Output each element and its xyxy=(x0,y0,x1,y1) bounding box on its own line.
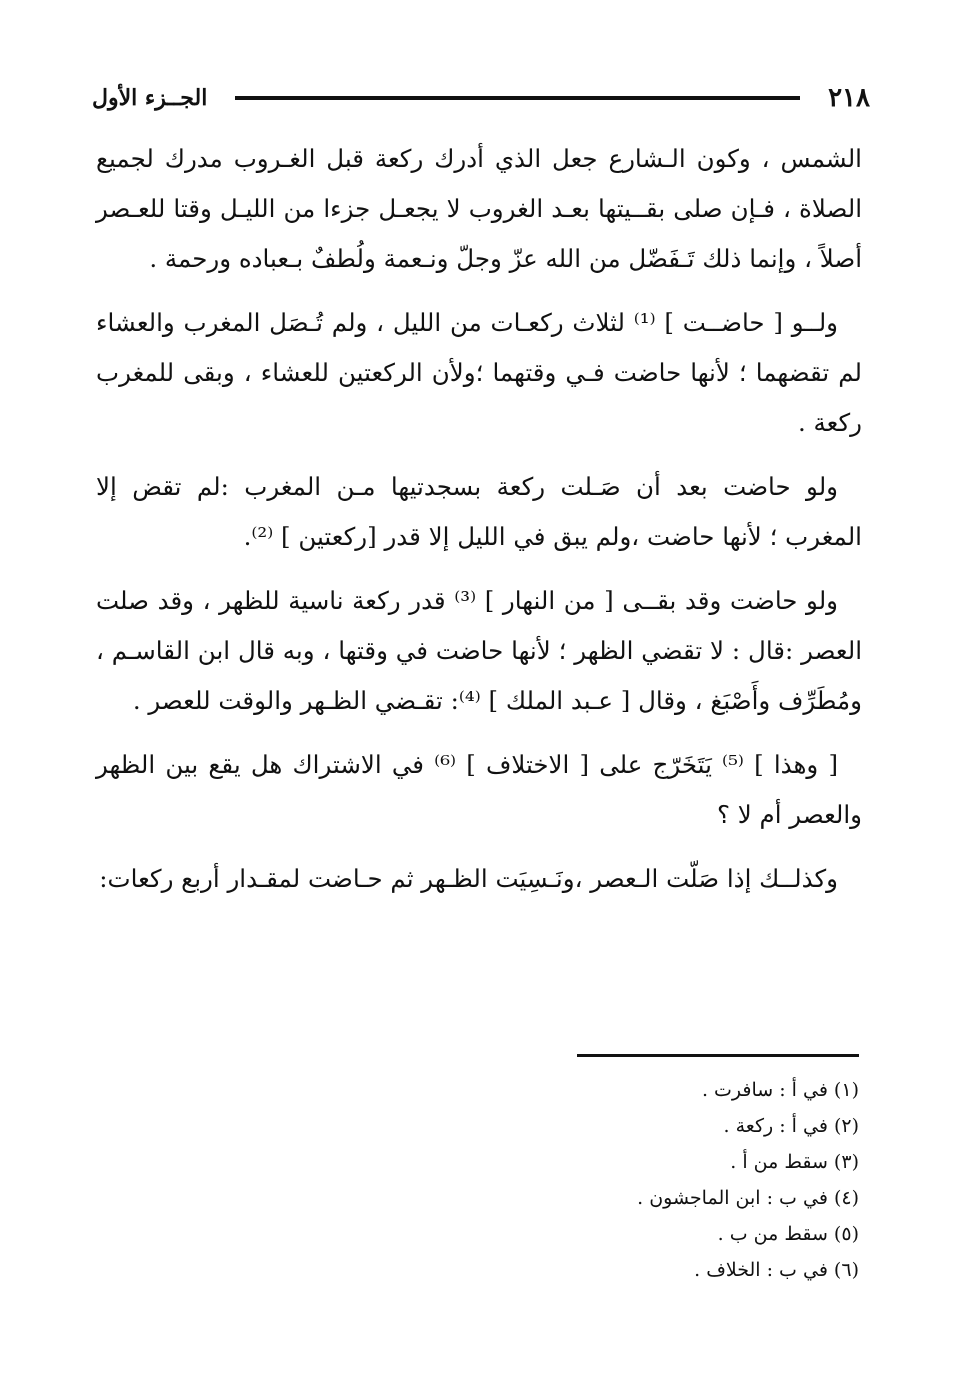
paragraph: وكذلــك إذا صَلّت الـعصر ،ونَـسِيَت الظـهر ثم حـاضت لمقـدار أربع ركعات: xyxy=(99,864,838,893)
footnote-3: (٣) سقط من أ . xyxy=(730,1151,859,1173)
footnote-5: (٥) سقط من ب . xyxy=(717,1223,859,1245)
page-header xyxy=(92,78,870,118)
paragraph: الشمس ، وكون الـشارع جعل الذي أدرك ركعة قبل الغـروب مدرك لجميع الصلاة ، فـإن صلى بقــيتها بعـد الغروب لا يجعـل جزءا من الليـل وقتا للعـصر أصلاً ، وإنما ذلك تَـفَضّل من الله عزّ وجلّ ونـعمة ولُطفٌ بـعباده ورحمة . xyxy=(96,144,862,273)
footnote-2: (٢) في أ : ركعة . xyxy=(723,1115,859,1137)
paragraph: ولــو [ حاضــت ] ⁽¹⁾ لثلاث ركعـات من الليل ، ولم تُـصَل المغرب والعشاء لم تقضهما ؛ لأنها حاضت فـي وقتهما ؛ولأن الركعتين للعشاء ، وبقى للمغرب ركعة . xyxy=(96,308,862,437)
footnote-1: (١) في أ : سافرت . xyxy=(701,1079,859,1101)
footnote-6: (٦) في ب : الخلاف . xyxy=(694,1259,859,1281)
page-number: ٢١٨ xyxy=(828,83,870,113)
paragraph: ولو حاضت بعد أن صَـلت ركعة بسجدتيها مـن المغرب :لم تقض إلا المغرب ؛ لأنها حاضت ،ولم يبق في الليل إلا قدر [ركعتين ] ⁽²⁾. xyxy=(96,472,862,551)
main-text xyxy=(96,134,862,918)
paragraph: [ وهذا ] ⁽⁵⁾ يَتَخَرّج على [ الاختلاف ] ⁽⁶⁾ في الاشتراك هل يقع بين الظهر والعصر أم لا ؟ xyxy=(96,750,862,829)
paragraph: ولو حاضت وقد بقــى [ من النهار ] ⁽³⁾ قدر ركعة ناسية للظهر ، وقد صلت العصر :قال : لا تقضي الظهر ؛ لأنها حاضت في وقتها ، وبه قال ابن القاسـم ، ومُطَرِّف وأَصْبَغ ، وقال [ عـبد الملك ] ⁽⁴⁾: تقـضي الظـهر والوقت للعصر . xyxy=(96,586,862,715)
footnote-divider xyxy=(577,1054,859,1057)
running-title: الجــزء الأول xyxy=(92,85,208,111)
header-divider xyxy=(235,96,800,100)
footnotes xyxy=(359,1072,859,1288)
footnote-4: (٤) في ب : ابن الماجشون . xyxy=(637,1187,859,1209)
